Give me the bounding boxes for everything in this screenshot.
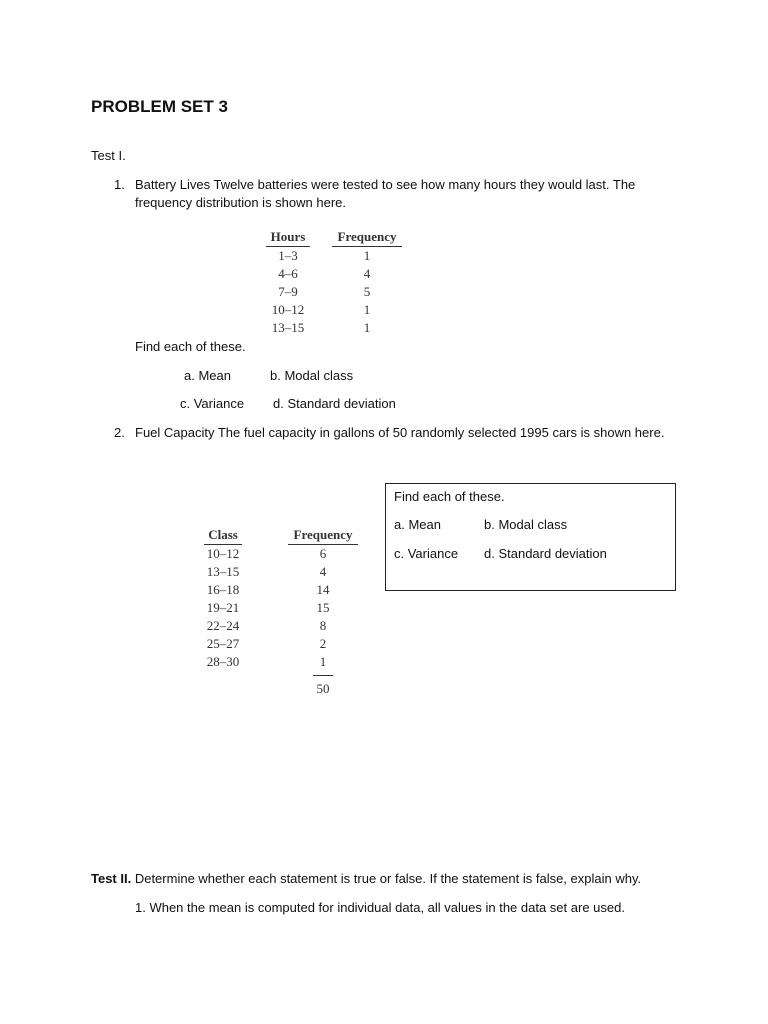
column-header: Hours	[266, 228, 310, 247]
table-cell: 7–9	[278, 284, 298, 299]
table-cell: 13–15	[271, 320, 305, 335]
table-row	[266, 283, 402, 301]
q1-text-line2: frequency distribution is shown here.	[135, 195, 347, 210]
table-cell: 8	[319, 618, 327, 633]
test-2-label: Test II.	[91, 871, 132, 886]
q2-number: 2.	[114, 425, 125, 440]
table-cell: 15	[316, 600, 330, 615]
table-row	[204, 545, 358, 564]
table-row	[204, 617, 358, 635]
table-row	[204, 581, 358, 599]
q2-option-mean: a. Mean	[394, 517, 441, 532]
battery-frequency-table	[266, 228, 402, 337]
table-cell: 1	[363, 302, 371, 317]
table-cell: 2	[319, 636, 327, 651]
table-cell: 1	[319, 654, 327, 669]
table-row	[266, 301, 402, 319]
test-2-instruction: Determine whether each statement is true or false. If the statement is false, explain why.	[131, 871, 642, 886]
table-cell: 16–18	[206, 582, 240, 597]
table-cell: 6	[319, 546, 327, 561]
page-title: PROBLEM SET 3	[91, 97, 228, 116]
table-row	[204, 599, 358, 617]
q1-number: 1.	[114, 177, 125, 192]
table-cell: 5	[363, 284, 371, 299]
frequency-total: 50	[316, 681, 330, 696]
table-row	[266, 247, 402, 266]
table-cell: 13–15	[206, 564, 240, 579]
q2-find-text: Find each of these.	[394, 489, 505, 504]
table-cell: 4	[363, 266, 371, 281]
table-header-row	[266, 228, 402, 247]
table-total-row	[204, 671, 358, 698]
q1-option-modal-class: b. Modal class	[270, 368, 354, 383]
q1-option-variance: c. Variance	[180, 396, 245, 411]
table-cell: 1	[363, 320, 371, 335]
table-cell: 10–12	[206, 546, 240, 561]
fuel-capacity-frequency-table	[204, 526, 358, 698]
table-row	[204, 653, 358, 671]
q2-option-standard-deviation: d. Standard deviation	[484, 546, 607, 561]
table-cell: 19–21	[206, 600, 240, 615]
q1-text-line1: Battery Lives Twelve batteries were tested to see how many hours they would last. The	[135, 177, 636, 192]
q1-find-text: Find each of these.	[135, 339, 246, 354]
q2-find-box	[385, 483, 676, 591]
table-cell: 1–3	[278, 248, 298, 263]
table-cell: 14	[316, 582, 330, 597]
table-row	[266, 265, 402, 283]
sum-line	[313, 675, 333, 698]
column-header: Frequency	[332, 228, 402, 247]
q1-option-standard-deviation: d. Standard deviation	[273, 396, 396, 411]
table-cell: 10–12	[271, 302, 305, 317]
table-cell: 4–6	[278, 266, 298, 281]
table-row	[204, 635, 358, 653]
table-cell: 1	[363, 248, 371, 263]
test-1-label: Test I.	[91, 148, 126, 163]
table-cell: 22–24	[206, 618, 240, 633]
table-header-row	[204, 526, 358, 545]
table-row	[266, 319, 402, 337]
q2-option-modal-class: b. Modal class	[484, 517, 568, 532]
table-cell: 25–27	[206, 636, 240, 651]
column-header: Frequency	[288, 526, 358, 545]
q2-option-variance: c. Variance	[394, 546, 459, 561]
q1-option-mean: a. Mean	[184, 368, 231, 383]
table-cell: 4	[319, 564, 327, 579]
table-total-cell	[288, 671, 358, 698]
table-row	[204, 563, 358, 581]
test-2-item-1: 1. When the mean is computed for individual data, all values in the data set are used.	[135, 900, 625, 915]
table-cell: 28–30	[206, 654, 240, 669]
column-header: Class	[204, 526, 242, 545]
test-2-line	[91, 870, 641, 888]
q2-text-line1: Fuel Capacity The fuel capacity in gallons of 50 randomly selected 1995 cars is shown here.	[135, 425, 665, 440]
